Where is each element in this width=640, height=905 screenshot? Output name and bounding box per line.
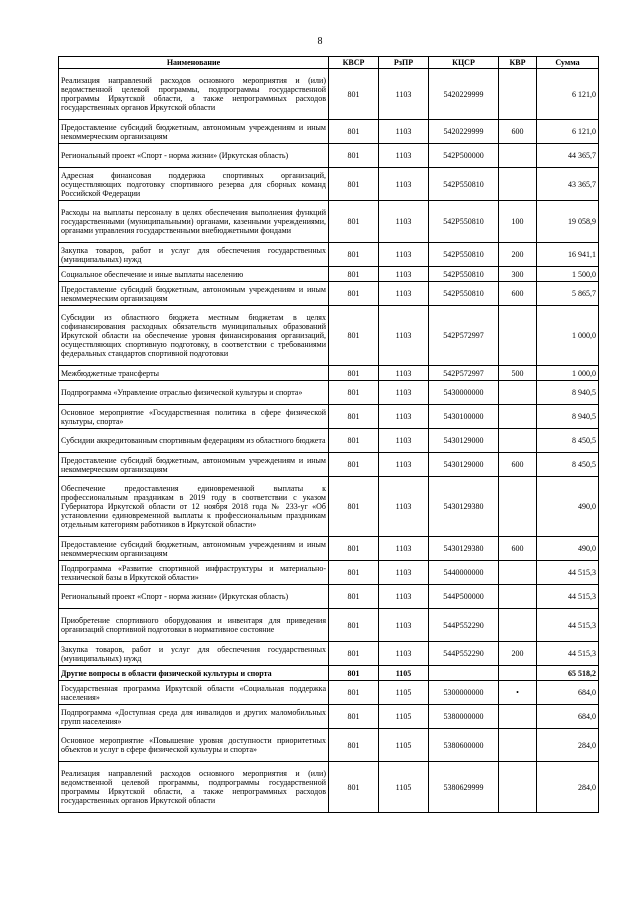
- row-sum-cell: 8 940,5: [537, 381, 599, 405]
- table-row: [59, 477, 599, 537]
- table-row: [59, 537, 599, 561]
- row-kcsr-cell: 544P500000: [429, 585, 499, 609]
- row-kvr-cell: [499, 69, 537, 120]
- row-kvsr-cell: 801: [329, 429, 379, 453]
- row-kvr-cell: 200: [499, 642, 537, 666]
- table-row: [59, 609, 599, 642]
- table-row: [59, 282, 599, 306]
- row-kvr-cell: [499, 561, 537, 585]
- table-row: [59, 705, 599, 729]
- table-row: [59, 585, 599, 609]
- table-row: [59, 243, 599, 267]
- row-name-cell: Другие вопросы в области физической культуры и спорта: [59, 666, 329, 681]
- row-sum-cell: 19 058,9: [537, 201, 599, 243]
- row-kvsr-cell: 801: [329, 477, 379, 537]
- row-rzpr-cell: 1103: [379, 405, 429, 429]
- row-name-cell: Социальное обеспечение и иные выплаты населению: [59, 267, 329, 282]
- row-kcsr-cell: 542P500000: [429, 144, 499, 168]
- row-sum-cell: 6 121,0: [537, 69, 599, 120]
- row-kcsr-cell: 542P550810: [429, 282, 499, 306]
- row-kvsr-cell: 801: [329, 609, 379, 642]
- row-kcsr-cell: 542P550810: [429, 243, 499, 267]
- row-rzpr-cell: 1105: [379, 705, 429, 729]
- row-sum-cell: 6 121,0: [537, 120, 599, 144]
- row-kvsr-cell: 801: [329, 729, 379, 762]
- row-name-cell: Предоставление субсидий бюджетным, автономным учреждениям и иным некоммерческим организациям: [59, 537, 329, 561]
- row-kvsr-cell: 801: [329, 585, 379, 609]
- row-kcsr-cell: 5380629999: [429, 762, 499, 813]
- row-kvsr-cell: 801: [329, 381, 379, 405]
- table-header-row: [59, 57, 599, 69]
- row-kvr-cell: 100: [499, 201, 537, 243]
- table-body: [59, 69, 599, 813]
- row-kvr-cell: [499, 705, 537, 729]
- row-rzpr-cell: 1103: [379, 537, 429, 561]
- row-rzpr-cell: 1103: [379, 366, 429, 381]
- row-kvsr-cell: 801: [329, 120, 379, 144]
- column-header-name: Наименование: [59, 57, 329, 69]
- row-name-cell: Адресная финансовая поддержка спортивных организаций, осуществляющих подготовку спортивного резерва для сборных команд Российской Федерации: [59, 168, 329, 201]
- row-kcsr-cell: 542P550810: [429, 201, 499, 243]
- row-rzpr-cell: 1103: [379, 453, 429, 477]
- row-kcsr-cell: 5430000000: [429, 381, 499, 405]
- row-sum-cell: 684,0: [537, 681, 599, 705]
- row-kvsr-cell: 801: [329, 453, 379, 477]
- row-rzpr-cell: 1105: [379, 666, 429, 681]
- row-name-cell: Подпрограмма «Управление отраслью физической культуры и спорта»: [59, 381, 329, 405]
- row-name-cell: Региональный проект «Спорт - норма жизни» (Иркутская область): [59, 585, 329, 609]
- table-row: [59, 306, 599, 366]
- row-sum-cell: 44 515,3: [537, 585, 599, 609]
- row-name-cell: Реализация направлений расходов основного мероприятия и (или) ведомственной целевой программы, подпрограммы государственной программы Иркутской области, а также непрограммных расходов государственных органов Иркутской области: [59, 69, 329, 120]
- row-rzpr-cell: 1103: [379, 381, 429, 405]
- row-sum-cell: 684,0: [537, 705, 599, 729]
- row-kvsr-cell: 801: [329, 243, 379, 267]
- row-kcsr-cell: 5430129380: [429, 477, 499, 537]
- row-name-cell: Предоставление субсидий бюджетным, автономным учреждениям и иным некоммерческим организациям: [59, 120, 329, 144]
- row-kcsr-cell: 5300000000: [429, 681, 499, 705]
- row-rzpr-cell: 1103: [379, 69, 429, 120]
- row-sum-cell: 44 515,3: [537, 642, 599, 666]
- row-name-cell: Региональный проект «Спорт - норма жизни» (Иркутская область): [59, 144, 329, 168]
- row-sum-cell: 8 940,5: [537, 405, 599, 429]
- row-name-cell: Расходы на выплаты персоналу в целях обеспечения выполнения функций государственными (муниципальными) органами, казенными учреждениями, органами управления государственными внебюджетными фондами: [59, 201, 329, 243]
- row-kvsr-cell: 801: [329, 666, 379, 681]
- row-kvsr-cell: 801: [329, 366, 379, 381]
- row-sum-cell: 5 865,7: [537, 282, 599, 306]
- budget-table: [58, 56, 599, 813]
- row-name-cell: Субсидии из областного бюджета местным бюджетам в целях софинансирования расходных обязательств муниципальных образований Иркутской области на обеспечение уровня финансирования организаций, осуществляющих спортивную подготовку, в соответствии с требованиями федеральных стандартов спортивной подготовки: [59, 306, 329, 366]
- row-rzpr-cell: 1103: [379, 429, 429, 453]
- table-row: [59, 642, 599, 666]
- row-rzpr-cell: 1103: [379, 306, 429, 366]
- table-row: [59, 201, 599, 243]
- column-header-sum: Сумма: [537, 57, 599, 69]
- row-kvr-cell: 600: [499, 282, 537, 306]
- row-name-cell: Подпрограмма «Развитие спортивной инфраструктуры и материально- технической базы в Иркутской области»: [59, 561, 329, 585]
- row-sum-cell: 1 500,0: [537, 267, 599, 282]
- row-name-cell: Предоставление субсидий бюджетным, автономным учреждениям и иным некоммерческим организациям: [59, 453, 329, 477]
- row-kcsr-cell: 5440000000: [429, 561, 499, 585]
- table-row: [59, 366, 599, 381]
- row-sum-cell: 44 515,3: [537, 609, 599, 642]
- row-kvsr-cell: 801: [329, 681, 379, 705]
- row-kvr-cell: 600: [499, 537, 537, 561]
- row-kcsr-cell: 5430100000: [429, 405, 499, 429]
- row-sum-cell: 65 518,2: [537, 666, 599, 681]
- row-kvr-cell: [499, 585, 537, 609]
- row-kvsr-cell: 801: [329, 762, 379, 813]
- row-kvr-cell: •: [499, 681, 537, 705]
- table-row: [59, 666, 599, 681]
- row-kvsr-cell: 801: [329, 201, 379, 243]
- row-kvr-cell: 300: [499, 267, 537, 282]
- row-kcsr-cell: 5430129380: [429, 537, 499, 561]
- row-name-cell: Государственная программа Иркутской области «Социальная поддержка населения»: [59, 681, 329, 705]
- page-number: 8: [317, 36, 323, 47]
- table-row: [59, 69, 599, 120]
- row-kvr-cell: [499, 729, 537, 762]
- row-rzpr-cell: 1103: [379, 201, 429, 243]
- row-name-cell: Закупка товаров, работ и услуг для обеспечения государственных (муниципальных) нужд: [59, 642, 329, 666]
- table-row: [59, 429, 599, 453]
- column-header-rzpr: РзПР: [379, 57, 429, 69]
- table-row: [59, 405, 599, 429]
- row-kcsr-cell: 542P550810: [429, 168, 499, 201]
- table-row: [59, 267, 599, 282]
- row-sum-cell: 284,0: [537, 729, 599, 762]
- row-kvsr-cell: 801: [329, 405, 379, 429]
- row-kcsr-cell: 5420229999: [429, 69, 499, 120]
- table-row: [59, 120, 599, 144]
- column-header-kvr: КВР: [499, 57, 537, 69]
- row-kvsr-cell: 801: [329, 144, 379, 168]
- row-name-cell: Предоставление субсидий бюджетным, автономным учреждениям и иным некоммерческим организациям: [59, 282, 329, 306]
- row-kcsr-cell: 5430129000: [429, 453, 499, 477]
- row-kvr-cell: 600: [499, 453, 537, 477]
- row-rzpr-cell: 1105: [379, 762, 429, 813]
- row-sum-cell: 1 000,0: [537, 306, 599, 366]
- row-kvr-cell: 500: [499, 366, 537, 381]
- row-kvr-cell: 600: [499, 120, 537, 144]
- row-kvr-cell: [499, 144, 537, 168]
- row-kvr-cell: [499, 609, 537, 642]
- row-rzpr-cell: 1105: [379, 729, 429, 762]
- row-rzpr-cell: 1103: [379, 609, 429, 642]
- row-sum-cell: 490,0: [537, 477, 599, 537]
- row-kcsr-cell: 5380000000: [429, 705, 499, 729]
- row-kvr-cell: [499, 666, 537, 681]
- row-rzpr-cell: 1103: [379, 267, 429, 282]
- row-rzpr-cell: 1103: [379, 561, 429, 585]
- row-sum-cell: 490,0: [537, 537, 599, 561]
- row-kvsr-cell: 801: [329, 267, 379, 282]
- row-sum-cell: 8 450,5: [537, 429, 599, 453]
- row-kcsr-cell: 5420229999: [429, 120, 499, 144]
- row-kvr-cell: [499, 405, 537, 429]
- row-rzpr-cell: 1103: [379, 477, 429, 537]
- row-kvsr-cell: 801: [329, 537, 379, 561]
- row-kvsr-cell: 801: [329, 168, 379, 201]
- row-kcsr-cell: 544P552290: [429, 642, 499, 666]
- row-kvsr-cell: 801: [329, 705, 379, 729]
- row-name-cell: Обеспечение предоставления единовременной выплаты к профессиональным праздникам в 2019 году в соответствии с указом Губернатора Иркутской области от 12 ноября 2018 года № 233-уг «Об установлении единовременной выплаты к профессиональным праздникам отдельным категориям работников в Иркутской области»: [59, 477, 329, 537]
- row-rzpr-cell: 1105: [379, 681, 429, 705]
- table-row: [59, 168, 599, 201]
- column-header-kvsr: КВСР: [329, 57, 379, 69]
- row-kvsr-cell: 801: [329, 561, 379, 585]
- row-sum-cell: 1 000,0: [537, 366, 599, 381]
- row-kvr-cell: [499, 381, 537, 405]
- row-rzpr-cell: 1103: [379, 282, 429, 306]
- column-header-kcsr: КЦСР: [429, 57, 499, 69]
- row-kcsr-cell: 542P572997: [429, 366, 499, 381]
- row-sum-cell: 284,0: [537, 762, 599, 813]
- table-row: [59, 453, 599, 477]
- row-sum-cell: 44 365,7: [537, 144, 599, 168]
- row-kcsr-cell: 542P550810: [429, 267, 499, 282]
- row-kcsr-cell: [429, 666, 499, 681]
- row-kvsr-cell: 801: [329, 306, 379, 366]
- row-sum-cell: 43 365,7: [537, 168, 599, 201]
- table-row: [59, 762, 599, 813]
- row-rzpr-cell: 1103: [379, 168, 429, 201]
- row-kvsr-cell: 801: [329, 642, 379, 666]
- row-name-cell: Субсидии аккредитованным спортивным федерациям из областного бюджета: [59, 429, 329, 453]
- table-row: [59, 144, 599, 168]
- row-kvsr-cell: 801: [329, 69, 379, 120]
- row-kcsr-cell: 5430129000: [429, 429, 499, 453]
- row-kcsr-cell: 5380600000: [429, 729, 499, 762]
- table-row: [59, 729, 599, 762]
- row-kvr-cell: [499, 168, 537, 201]
- row-kvr-cell: [499, 306, 537, 366]
- row-sum-cell: 16 941,1: [537, 243, 599, 267]
- row-name-cell: Основное мероприятие «Повышение уровня доступности приоритетных объектов и услуг в сфере физической культуры и спорта»: [59, 729, 329, 762]
- row-name-cell: Основное мероприятие «Государственная политика в сфере физической культуры, спорта»: [59, 405, 329, 429]
- row-kvr-cell: [499, 477, 537, 537]
- row-kvr-cell: [499, 429, 537, 453]
- row-kcsr-cell: 542P572997: [429, 306, 499, 366]
- row-rzpr-cell: 1103: [379, 120, 429, 144]
- table-row: [59, 681, 599, 705]
- row-name-cell: Межбюджетные трансферты: [59, 366, 329, 381]
- row-name-cell: Закупка товаров, работ и услуг для обеспечения государственных (муниципальных) нужд: [59, 243, 329, 267]
- table-row: [59, 561, 599, 585]
- table-row: [59, 381, 599, 405]
- row-kvr-cell: 200: [499, 243, 537, 267]
- row-sum-cell: 8 450,5: [537, 453, 599, 477]
- row-kcsr-cell: 544P552290: [429, 609, 499, 642]
- row-sum-cell: 44 515,3: [537, 561, 599, 585]
- row-rzpr-cell: 1103: [379, 243, 429, 267]
- row-rzpr-cell: 1103: [379, 642, 429, 666]
- row-name-cell: Подпрограмма «Доступная среда для инвалидов и других маломобильных групп населения»: [59, 705, 329, 729]
- row-name-cell: Реализация направлений расходов основного мероприятия и (или) ведомственной целевой программы, подпрограммы государственной программы Иркутской области, а также непрограммных расходов государственных органов Иркутской области: [59, 762, 329, 813]
- row-name-cell: Приобретение спортивного оборудования и инвентаря для приведения организаций спортивной подготовки в нормативное состояние: [59, 609, 329, 642]
- row-kvr-cell: [499, 762, 537, 813]
- row-rzpr-cell: 1103: [379, 585, 429, 609]
- row-kvsr-cell: 801: [329, 282, 379, 306]
- row-rzpr-cell: 1103: [379, 144, 429, 168]
